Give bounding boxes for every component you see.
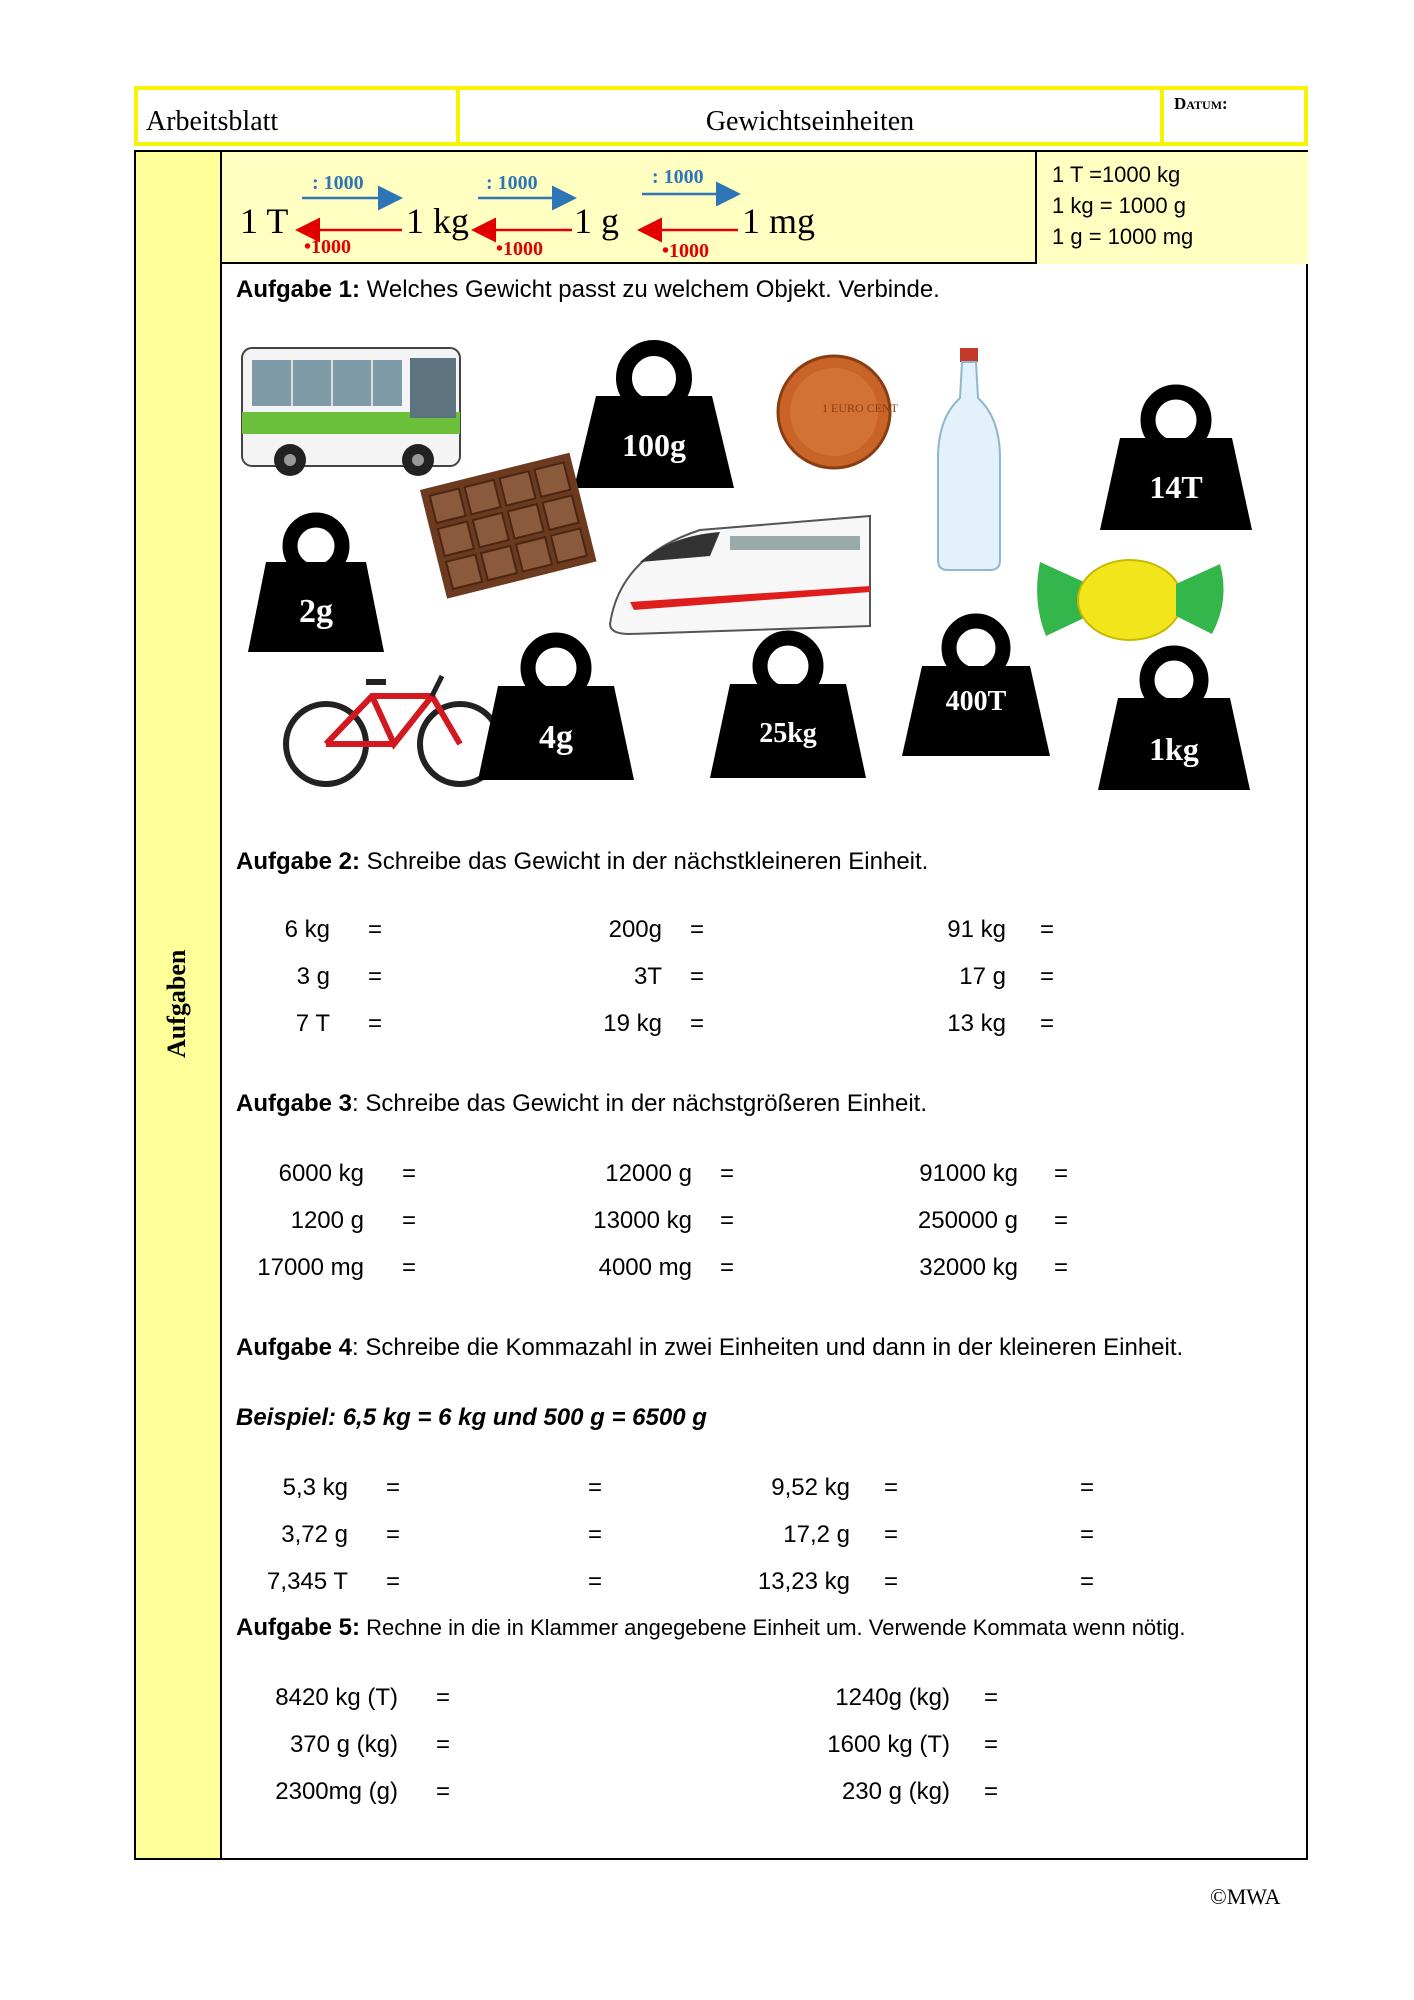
task4-r3-c1: 7,345 T	[267, 1568, 348, 1595]
task4-r1-c1: 5,3 kg	[282, 1474, 348, 1501]
task2-r1-c1: 6 kg	[284, 916, 330, 943]
multiply-label-3: •1000	[662, 240, 710, 262]
reference-line-3: 1 g = 1000 mg	[1052, 224, 1194, 249]
task4-eq: =	[884, 1568, 899, 1595]
weight-4g-icon	[478, 640, 634, 780]
task5-r1-c2: 1240g (kg)	[835, 1684, 950, 1711]
weight-label-4g: 4g	[539, 719, 573, 756]
task3-r2-c3: 250000 g	[917, 1207, 1018, 1234]
bottle-icon	[938, 348, 1000, 570]
task3-eq: =	[1054, 1160, 1069, 1187]
task5-eq: =	[984, 1731, 999, 1758]
task2-r2-c2: 3T	[633, 963, 662, 990]
task4-example: Beispiel: 6,5 kg = 6 kg und 500 g = 6500 g	[236, 1404, 707, 1431]
task2-title: Aufgabe 2: Schreibe das Gewicht in der nächstkleineren Einheit.	[236, 848, 929, 875]
reference-line-2: 1 kg = 1000 g	[1052, 193, 1186, 218]
task4-r2-c2: 17,2 g	[783, 1521, 850, 1548]
unit-kg: 1 kg	[406, 201, 469, 241]
weight-25kg-icon	[710, 638, 866, 778]
task3-r1-c2: 12000 g	[605, 1160, 692, 1187]
task3-eq: =	[402, 1254, 417, 1281]
task5-eq: =	[436, 1731, 451, 1758]
unit-t: 1 T	[240, 201, 289, 241]
weight-1kg-icon	[1098, 653, 1250, 790]
task5-eq: =	[436, 1778, 451, 1805]
task4-eq: =	[588, 1568, 603, 1595]
task2-r3-c2: 19 kg	[603, 1010, 662, 1037]
unit-g: 1 g	[574, 201, 619, 241]
task2-eq: =	[690, 916, 705, 943]
header-topic-cell	[456, 86, 1164, 146]
task5-title: Aufgabe 5: Rechne in die in Klammer angegebene Einheit um. Verwende Kommata wenn nötig.	[236, 1614, 1186, 1641]
multiply-label-2: •1000	[496, 238, 544, 260]
weight-14t-icon	[1100, 392, 1252, 530]
task4-eq: =	[884, 1474, 899, 1501]
task4-r3-c2: 13,23 kg	[757, 1568, 850, 1595]
task3-eq: =	[402, 1207, 417, 1234]
divide-label-1: : 1000	[312, 172, 364, 194]
task3-eq: =	[402, 1160, 417, 1187]
task5-eq: =	[436, 1684, 451, 1711]
task2-eq: =	[1040, 1010, 1055, 1037]
task2-eq: =	[1040, 916, 1055, 943]
task1-title: Aufgabe 1: Welches Gewicht passt zu welchem Objekt. Verbinde.	[236, 276, 940, 303]
bicycle-icon	[286, 676, 500, 784]
divide-label-3: : 1000	[652, 166, 704, 188]
weight-2g-icon	[248, 520, 384, 652]
task1-illustrations	[222, 320, 1308, 800]
sidebar-label: Aufgaben	[162, 949, 191, 1058]
weight-label-25kg: 25kg	[759, 718, 817, 749]
train-icon	[610, 516, 870, 634]
task4-eq: =	[1080, 1521, 1095, 1548]
task2-r3-c3: 13 kg	[947, 1010, 1006, 1037]
weight-label-1kg: 1kg	[1149, 731, 1199, 767]
task5-r1-c1: 8420 kg (T)	[275, 1684, 398, 1711]
date-label: Datum:	[1174, 94, 1228, 113]
worksheet-label: Arbeitsblatt	[146, 106, 279, 137]
task3-r1-c1: 6000 kg	[278, 1160, 364, 1187]
task4-eq: =	[884, 1521, 899, 1548]
unit-mg: 1 mg	[742, 201, 816, 241]
task2-eq: =	[368, 1010, 383, 1037]
task3-eq: =	[1054, 1254, 1069, 1281]
task4-eq: =	[588, 1521, 603, 1548]
task3-r3-c3: 32000 kg	[919, 1254, 1018, 1281]
bus-icon	[242, 348, 460, 476]
task2-r1-c2: 200g	[608, 916, 662, 943]
task4-title: Aufgabe 4: Schreibe die Kommazahl in zwei Einheiten und dann in der kleineren Einheit.	[236, 1334, 1184, 1361]
reference-line-1: 1 T =1000 kg	[1052, 162, 1181, 187]
coin-text: 1 EURO CENT	[822, 401, 898, 415]
chocolate-icon	[420, 453, 597, 599]
task5-r3-c1: 2300mg (g)	[275, 1778, 398, 1805]
candy-icon	[1037, 560, 1223, 640]
task3-r2-c1: 1200 g	[290, 1207, 364, 1234]
task3-eq: =	[720, 1160, 735, 1187]
weight-label-100g: 100g	[622, 427, 686, 463]
task3-eq: =	[720, 1254, 735, 1281]
weight-label-2g: 2g	[299, 593, 333, 630]
task2-eq: =	[368, 916, 383, 943]
weight-label-400t: 400T	[945, 686, 1007, 717]
task2-eq: =	[1040, 963, 1055, 990]
task4-eq: =	[588, 1474, 603, 1501]
weight-label-14t: 14T	[1149, 469, 1203, 505]
task5-r2-c1: 370 g (kg)	[289, 1731, 398, 1758]
task4-eq: =	[386, 1474, 401, 1501]
header-worksheet-cell	[134, 86, 460, 146]
task2-eq: =	[690, 1010, 705, 1037]
task2-r3-c1: 7 T	[295, 1010, 330, 1037]
task5-eq: =	[984, 1684, 999, 1711]
page-title: Gewichtseinheiten	[705, 106, 915, 137]
task3-r1-c3: 91000 kg	[919, 1160, 1018, 1187]
task4-eq: =	[386, 1521, 401, 1548]
task5-eq: =	[984, 1778, 999, 1805]
task3-r2-c2: 13000 kg	[593, 1207, 692, 1234]
task4-r2-c1: 3,72 g	[281, 1521, 348, 1548]
task3-eq: =	[720, 1207, 735, 1234]
weight-100g-icon	[574, 348, 734, 488]
task5-r2-c2: 1600 kg (T)	[827, 1731, 950, 1758]
task2-r1-c3: 91 kg	[947, 916, 1006, 943]
task4-eq: =	[1080, 1568, 1095, 1595]
header-date-cell	[1160, 86, 1308, 146]
weight-400t-icon	[902, 621, 1050, 756]
task4-r1-c2: 9,52 kg	[771, 1474, 850, 1501]
task2-eq: =	[690, 963, 705, 990]
task3-eq: =	[1054, 1207, 1069, 1234]
task2-r2-c1: 3 g	[296, 963, 330, 990]
task3-r3-c2: 4000 mg	[598, 1254, 692, 1281]
conversion-arrows	[222, 152, 1022, 264]
task3-r3-c1: 17000 mg	[257, 1254, 364, 1281]
task2-r2-c3: 17 g	[959, 963, 1006, 990]
task4-eq: =	[1080, 1474, 1095, 1501]
task2-eq: =	[368, 963, 383, 990]
task3-title: Aufgabe 3: Schreibe das Gewicht in der nächstgrößeren Einheit.	[236, 1090, 927, 1117]
coin-icon	[778, 356, 899, 468]
divide-label-2: : 1000	[486, 172, 538, 194]
task5-r3-c2: 230 g (kg)	[841, 1778, 950, 1805]
copyright: ©MWA	[1210, 1884, 1281, 1909]
multiply-label-1: •1000	[304, 236, 352, 258]
task4-eq: =	[386, 1568, 401, 1595]
